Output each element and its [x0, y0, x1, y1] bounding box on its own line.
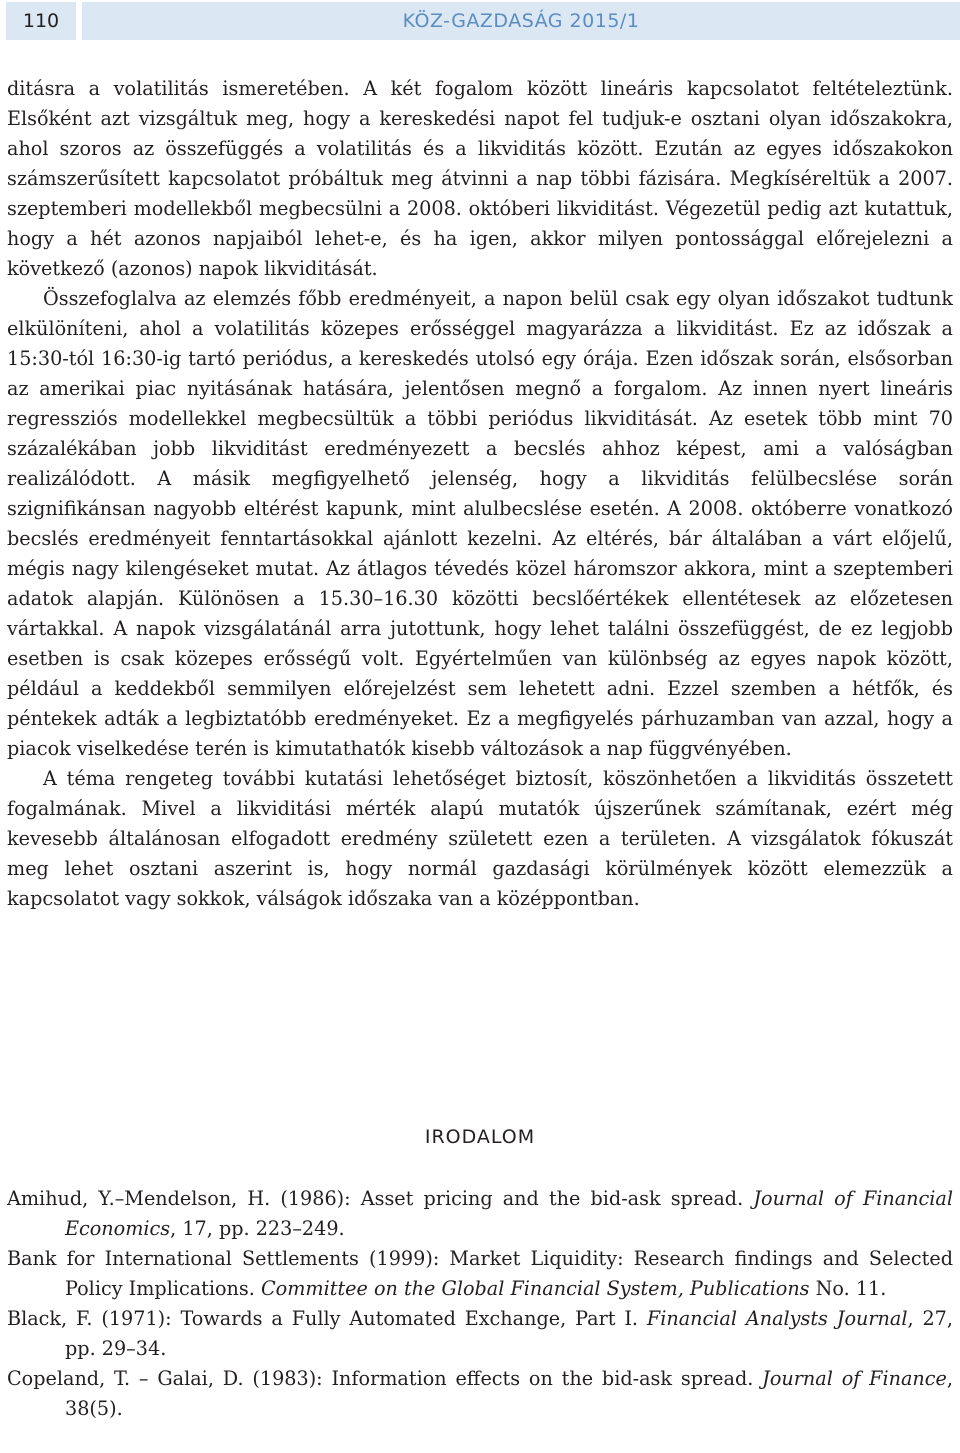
- paragraph-3: A téma rengeteg további kutatási lehetőséget biztosít, köszönhetően a likviditás összetett fogalmának. Mivel a likviditási mérték alapú mutatók újszerűnek számítanak, ezért még kevesebb általánosan elfogadott eredmény született ezen a területen. A vizsgálatok fókuszát meg lehet osztani aszerint is, hogy normál gazdasági körülmények között elemezzük a kapcsolatot vagy sokkok, válságok időszaka van a középpontban.: [7, 767, 953, 910]
- paragraph-1: ditásra a volatilitás ismeretében. A két fogalom között lineáris kapcsolatot feltételeztünk. Elsőként azt vizsgáltuk meg, hogy a kereskedési napot fel tudjuk-e osztani olyan időszakokra, ahol szoros az összefüggés a volatilitás és a likviditás között. Ezután az egyes időszakokon számszerűsített kapcsolatot próbáltuk meg átvinni a nap többi fázisára. Megkíséreltük a 2007. szeptemberi modellekből megbecsülni a 2008. októberi likviditást. Végezetül pedig azt kutattuk, hogy a hét azonos napjaiból lehet-e, és ha igen, akkor milyen pontossággal előrejelezni a következő (azonos) napok likviditását.: [7, 77, 953, 280]
- reference-source: Journal of Financial Economics: [65, 1187, 954, 1240]
- reference-item: [7, 1184, 953, 1244]
- journal-title: KÖZ-GAZDASÁG 2015/1: [82, 2, 960, 40]
- reference-authors: Black, F. (1971): Towards a Fully Automated Exchange, Part I.: [7, 1307, 647, 1330]
- reference-authors: Bank for International Settlements (1999): Market Liquidity: Research findings and Selected Policy Implications.: [7, 1247, 953, 1300]
- reference-source: Journal of Finance: [762, 1367, 947, 1390]
- reference-item: [7, 1304, 953, 1364]
- reference-item: [7, 1364, 953, 1424]
- reference-source: Financial Analysts Journal: [646, 1307, 908, 1330]
- reference-details: , 27, pp. 29–34.: [65, 1307, 953, 1360]
- paragraph-2: Összefoglalva az elemzés főbb eredményeit, a napon belül csak egy olyan időszakot tudtunk elkülöníteni, ahol a volatilitás közepes erősséggel magyarázza a likviditást. Ez az időszak a 15:30-tól 16:30-ig tartó periódus, a kereskedés utolsó egy órája. Ezen időszak során, elsősorban az amerikai piac nyitásának hatására, jelentősen megnő a forgalom. Az innen nyert lineáris regressziós modellekkel megbecsültük a többi periódus likviditását. Az esetek több mint 70 százalékában jobb likviditást eredményezett a becslés ahhoz képest, ami a valóságban realizálódott. A másik megfigyelhető jelenség, hogy a likviditás felülbecslése során szignifikánsan nagyobb eltérést kapunk, mint alulbecslése esetén. A 2008. októberre vonatkozó becslés eredményeit fenntartásokkal ajánlott kezelni. Az eltérés, bár általában a várt előjelű, mégis nagy kilengéseket mutat. Az átlagos tévedés közel háromszor akkora, mint a szeptemberi adatok alapján. Különösen a 15.30–16.30 közötti becslőértékek ellentétesek az előzetesen vártakkal. A napok vizsgálatánál arra jutottunk, hogy lehet találni összefüggést, de ez legjobb esetben is csak közepes erősségű volt. Egyértelműen van különbség az egyes napok között, például a keddekből semmilyen előrejelzést sem lehetett adni. Ezzel szemben a hétfők, és péntekek adták a legbiztatóbb eredményeket. Ez a megfigyelés párhuzamban van azzal, hogy a piacok viselkedése terén is kimutathatók kisebb változások a nap függvényében.: [7, 287, 953, 760]
- reference-authors: Copeland, T. – Galai, D. (1983): Information effects on the bid-ask spread.: [7, 1367, 763, 1390]
- references-heading: IRODALOM: [424, 1126, 536, 1148]
- page-number: 110: [6, 2, 76, 40]
- reference-authors: Amihud, Y.–Mendelson, H. (1986): Asset pricing and the bid-ask spread.: [7, 1187, 754, 1210]
- page-header: [0, 0, 960, 44]
- reference-details: , 38(5).: [65, 1367, 953, 1420]
- body-text: [7, 74, 953, 914]
- reference-details: , 17, pp. 223–249.: [170, 1217, 345, 1240]
- reference-source: Committee on the Global Financial System, Publications: [260, 1277, 810, 1300]
- reference-item: [7, 1244, 953, 1304]
- reference-details: No. 11.: [809, 1277, 887, 1300]
- reference-list: [7, 1184, 953, 1424]
